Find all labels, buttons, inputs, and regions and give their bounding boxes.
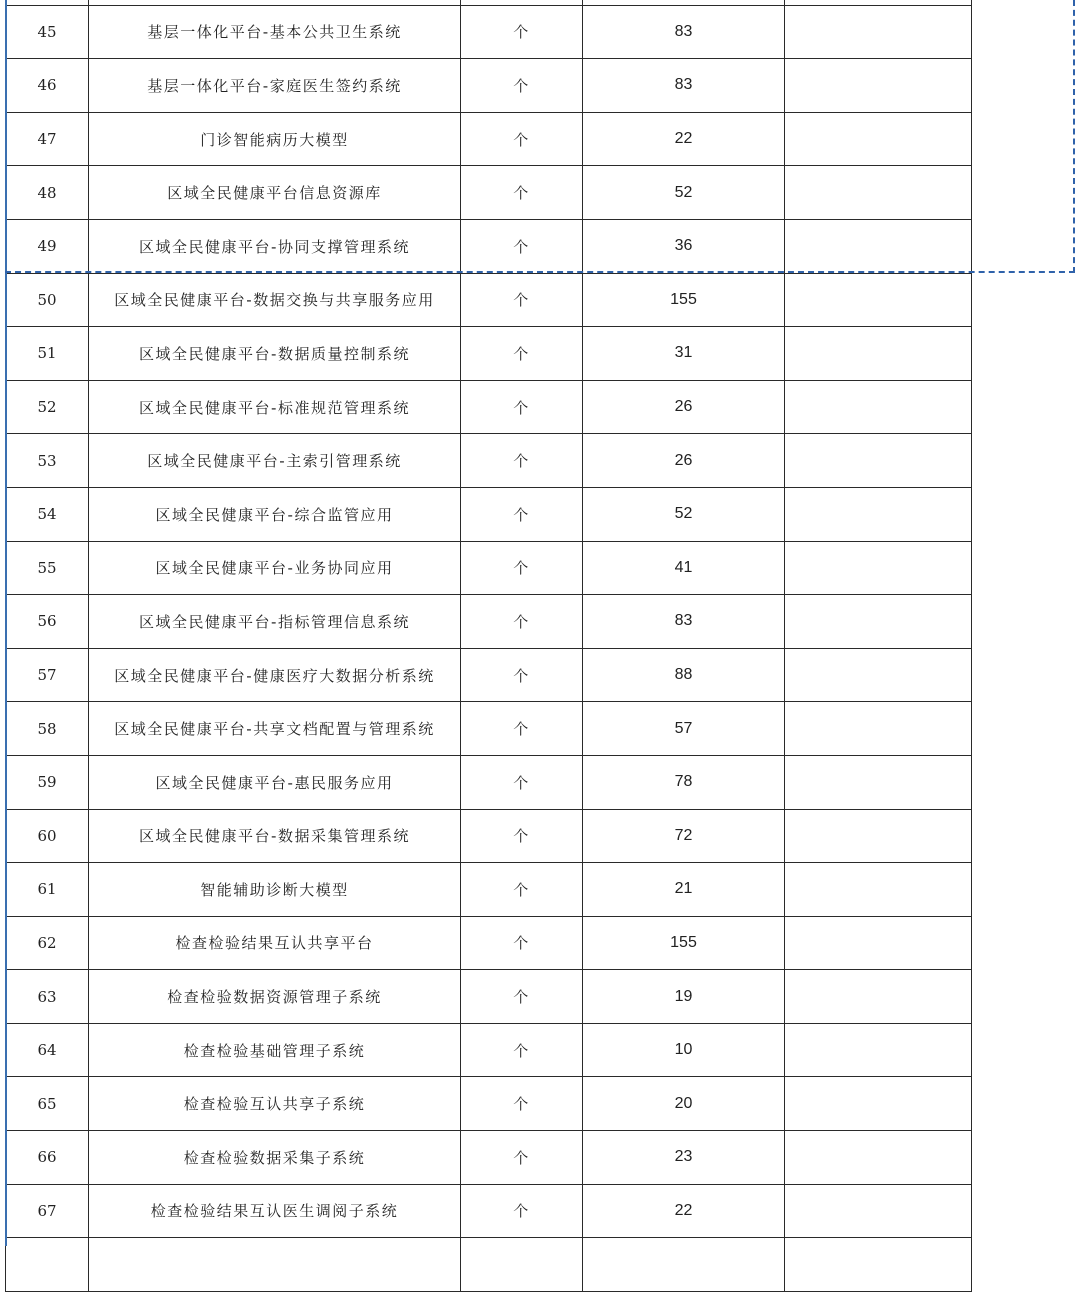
- unit-cell: 个: [461, 541, 583, 595]
- quantity-cell: 19: [583, 970, 785, 1024]
- item-name-cell: 检查检验数据采集子系统: [89, 1131, 461, 1185]
- remark-cell: [785, 327, 972, 381]
- quantity-cell: 83: [583, 59, 785, 113]
- remark-cell: [785, 970, 972, 1024]
- row-number-cell: 55: [6, 541, 89, 595]
- unit-cell: 个: [461, 1131, 583, 1185]
- unit-cell: 个: [461, 648, 583, 702]
- row-number-cell: 66: [6, 1131, 89, 1185]
- quantity-cell: 72: [583, 809, 785, 863]
- row-number-cell: 60: [6, 809, 89, 863]
- table-row: [6, 541, 972, 595]
- quantity-cell: 21: [583, 863, 785, 917]
- remark-cell: [785, 1077, 972, 1131]
- table-row: [6, 5, 972, 59]
- remark-cell: [785, 380, 972, 434]
- unit-cell: 个: [461, 219, 583, 273]
- quantity-cell: 78: [583, 755, 785, 809]
- quantity-cell: 20: [583, 1077, 785, 1131]
- item-name-cell: 区域全民健康平台-指标管理信息系统: [89, 595, 461, 649]
- remark-cell: [785, 1184, 972, 1238]
- unit-cell: 个: [461, 863, 583, 917]
- table-row: [6, 487, 972, 541]
- item-name-cell: 区域全民健康平台-综合监管应用: [89, 487, 461, 541]
- remark-cell: [785, 916, 972, 970]
- table-row: [6, 59, 972, 113]
- row-number-cell: 59: [6, 755, 89, 809]
- item-name-cell: 区域全民健康平台-数据质量控制系统: [89, 327, 461, 381]
- unit-cell: 个: [461, 112, 583, 166]
- table-row: [6, 1184, 972, 1238]
- quantity-cell: 23: [583, 1131, 785, 1185]
- item-name-cell: 门诊智能病历大模型: [89, 112, 461, 166]
- item-name-cell: 检查检验互认共享子系统: [89, 1077, 461, 1131]
- equipment-list-table: [5, 0, 972, 1292]
- table-row: [6, 970, 972, 1024]
- row-number-cell: 54: [6, 487, 89, 541]
- remark-cell: [785, 809, 972, 863]
- remark-cell: [785, 487, 972, 541]
- quantity-cell: 57: [583, 702, 785, 756]
- unit-cell: 个: [461, 59, 583, 113]
- quantity-cell: 31: [583, 327, 785, 381]
- quantity-cell: 52: [583, 487, 785, 541]
- unit-cell: 个: [461, 434, 583, 488]
- remark-cell: [785, 434, 972, 488]
- quantity-cell: 83: [583, 5, 785, 59]
- page-break-line: [5, 271, 1075, 273]
- item-name-cell: 区域全民健康平台-标准规范管理系统: [89, 380, 461, 434]
- remark-cell: [785, 1131, 972, 1185]
- remark-cell: [785, 5, 972, 59]
- remark-cell: [785, 541, 972, 595]
- quantity-cell: 52: [583, 166, 785, 220]
- remark-cell: [785, 702, 972, 756]
- quantity-cell: 88: [583, 648, 785, 702]
- item-name-cell: 区域全民健康平台-健康医疗大数据分析系统: [89, 648, 461, 702]
- unit-cell: 个: [461, 595, 583, 649]
- row-number-cell: 57: [6, 648, 89, 702]
- quantity-cell: 83: [583, 595, 785, 649]
- table-body: [6, 0, 972, 1291]
- row-number-cell: 58: [6, 702, 89, 756]
- table-row: [6, 219, 972, 273]
- item-name-cell: 区域全民健康平台-业务协同应用: [89, 541, 461, 595]
- row-number-cell: 47: [6, 112, 89, 166]
- table-row: [6, 755, 972, 809]
- table-row: [6, 166, 972, 220]
- remark-cell: [785, 273, 972, 327]
- item-name-cell: 区域全民健康平台-协同支撑管理系统: [89, 219, 461, 273]
- unit-cell: 个: [461, 1077, 583, 1131]
- table-row: [6, 327, 972, 381]
- unit-cell: 个: [461, 970, 583, 1024]
- unit-cell: 个: [461, 702, 583, 756]
- unit-cell: 个: [461, 916, 583, 970]
- table-row: [6, 809, 972, 863]
- row-number-cell: 53: [6, 434, 89, 488]
- quantity-cell: 155: [583, 273, 785, 327]
- row-number-cell: 63: [6, 970, 89, 1024]
- remark-cell: [785, 595, 972, 649]
- row-number-cell: 45: [6, 5, 89, 59]
- remark-cell: [785, 648, 972, 702]
- quantity-cell: 155: [583, 916, 785, 970]
- row-number-cell: 50: [6, 273, 89, 327]
- row-number-cell: 62: [6, 916, 89, 970]
- right-margin-rule: [1073, 0, 1075, 273]
- table-row: [6, 112, 972, 166]
- item-name-cell: 检查检验基础管理子系统: [89, 1023, 461, 1077]
- item-name-cell: 区域全民健康平台-主索引管理系统: [89, 434, 461, 488]
- remark-cell: [785, 755, 972, 809]
- quantity-cell: 22: [583, 1184, 785, 1238]
- unit-cell: 个: [461, 1023, 583, 1077]
- unit-cell: 个: [461, 380, 583, 434]
- remark-cell: [785, 1023, 972, 1077]
- row-number-cell: 51: [6, 327, 89, 381]
- table-row: [6, 916, 972, 970]
- row-number-cell: 49: [6, 219, 89, 273]
- table-row: [6, 702, 972, 756]
- unit-cell: 个: [461, 273, 583, 327]
- row-number-cell: 65: [6, 1077, 89, 1131]
- unit-cell: 个: [461, 809, 583, 863]
- item-name-cell: 基层一体化平台-基本公共卫生系统: [89, 5, 461, 59]
- item-name-cell: 检查检验结果互认共享平台: [89, 916, 461, 970]
- table-row: [6, 863, 972, 917]
- quantity-cell: 26: [583, 380, 785, 434]
- table-row: [6, 595, 972, 649]
- quantity-cell: 10: [583, 1023, 785, 1077]
- quantity-cell: 22: [583, 112, 785, 166]
- remark-cell: [785, 59, 972, 113]
- unit-cell: 个: [461, 755, 583, 809]
- table-row: [6, 434, 972, 488]
- item-name-cell: 区域全民健康平台-共享文档配置与管理系统: [89, 702, 461, 756]
- table-row: [6, 648, 972, 702]
- unit-cell: 个: [461, 1184, 583, 1238]
- row-number-cell: 61: [6, 863, 89, 917]
- item-name-cell: 检查检验结果互认医生调阅子系统: [89, 1184, 461, 1238]
- row-number-cell: 67: [6, 1184, 89, 1238]
- unit-cell: 个: [461, 327, 583, 381]
- item-name-cell: 智能辅助诊断大模型: [89, 863, 461, 917]
- row-number-cell: 56: [6, 595, 89, 649]
- remark-cell: [785, 219, 972, 273]
- row-number-cell: 52: [6, 380, 89, 434]
- table-row: [6, 1131, 972, 1185]
- table-row: [6, 273, 972, 327]
- item-name-cell: 基层一体化平台-家庭医生签约系统: [89, 59, 461, 113]
- unit-cell: 个: [461, 487, 583, 541]
- row-number-cell: 48: [6, 166, 89, 220]
- item-name-cell: 检查检验数据资源管理子系统: [89, 970, 461, 1024]
- item-name-cell: 区域全民健康平台-数据交换与共享服务应用: [89, 273, 461, 327]
- left-margin-rule: [5, 0, 7, 1246]
- item-name-cell: 区域全民健康平台信息资源库: [89, 166, 461, 220]
- unit-cell: 个: [461, 5, 583, 59]
- quantity-cell: 26: [583, 434, 785, 488]
- row-number-cell: 64: [6, 1023, 89, 1077]
- remark-cell: [785, 863, 972, 917]
- table-row: [6, 380, 972, 434]
- remark-cell: [785, 112, 972, 166]
- row-number-cell: 46: [6, 59, 89, 113]
- item-name-cell: 区域全民健康平台-惠民服务应用: [89, 755, 461, 809]
- quantity-cell: 36: [583, 219, 785, 273]
- table-row: [6, 1023, 972, 1077]
- remark-cell: [785, 166, 972, 220]
- quantity-cell: 41: [583, 541, 785, 595]
- table-row: [6, 1077, 972, 1131]
- item-name-cell: 区域全民健康平台-数据采集管理系统: [89, 809, 461, 863]
- unit-cell: 个: [461, 166, 583, 220]
